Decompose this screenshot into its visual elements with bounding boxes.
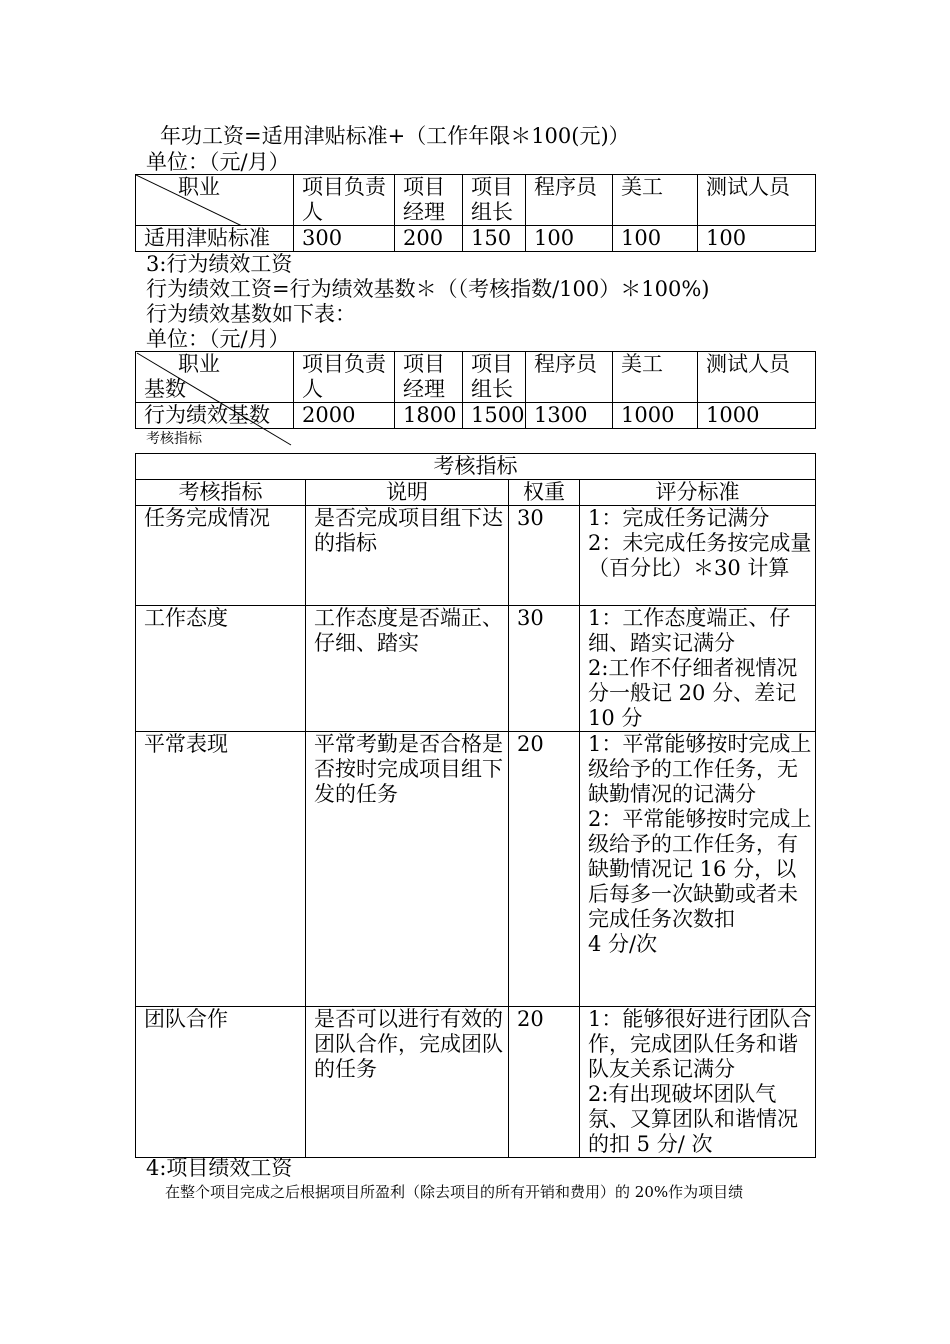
table-row xyxy=(136,1007,816,1158)
table-cell: 100 xyxy=(613,226,698,252)
column-header: 美工 xyxy=(613,175,698,226)
criteria-item: 2：平常能够按时完成上级给予的工作任务，有缺勤情况记 16 分，以后每多一次缺勤或者未完成任务次数扣 xyxy=(588,807,812,931)
table-cell: 100 xyxy=(698,226,816,252)
table-cell: 100 xyxy=(526,226,613,252)
table-cell: 1500 xyxy=(463,403,526,429)
column-header: 项目负责人 xyxy=(294,352,395,403)
table-cell: 1000 xyxy=(698,403,816,429)
unit-label-1: 单位：（元/月） xyxy=(146,150,290,174)
indicator-name: 平常表现 xyxy=(136,732,306,1007)
section3-formula: 行为绩效工资=行为绩效基数＊（（考核指数/100）＊100%) xyxy=(146,277,710,301)
column-header: 测试人员 xyxy=(698,352,816,403)
indicator-desc: 是否完成项目组下达的指标 xyxy=(306,506,509,606)
allowance-table xyxy=(135,174,816,252)
table-title: 考核指标 xyxy=(136,454,816,480)
row-label: 适用津贴标准 xyxy=(136,226,294,252)
section4-title: 4:项目绩效工资 xyxy=(146,1156,293,1180)
column-header: 项目负责人 xyxy=(294,175,395,226)
section3-note: 行为绩效基数如下表： xyxy=(146,302,356,326)
indicator-desc: 工作态度是否端正、仔细、踏实 xyxy=(306,606,509,732)
indicator-weight: 30 xyxy=(509,506,580,606)
indicator-criteria xyxy=(580,732,816,1007)
header-base-label: 基数 xyxy=(144,377,186,401)
indicator-weight: 20 xyxy=(509,732,580,1007)
section4-text: 在整个项目完成之后根据项目所盈利（除去项目的所有开销和费用）的 20%作为项目绩 xyxy=(165,1183,744,1201)
criteria-item: 1：工作态度端正、仔细、踏实记满分 xyxy=(588,606,791,655)
criteria-item: 2:工作不仔细者视情况分一般记 20 分、差记 10 分 xyxy=(588,656,798,730)
criteria-item: 1：完成任务记满分 xyxy=(588,506,770,530)
indicator-name: 工作态度 xyxy=(136,606,306,732)
header-role-label: 职业 xyxy=(178,352,220,376)
unit-label-2: 单位：（元/月） xyxy=(146,327,290,351)
table-cell: 1000 xyxy=(613,403,698,429)
row-label: 行为绩效基数 xyxy=(136,403,294,429)
year-wage-formula: 年功工资=适用津贴标准+（工作年限＊100(元)） xyxy=(160,124,630,148)
section3-title: 3:行为绩效工资 xyxy=(146,252,293,276)
table-cell: 200 xyxy=(395,226,463,252)
column-header: 考核指标 xyxy=(136,480,306,506)
indicator-name: 团队合作 xyxy=(136,1007,306,1158)
table-cell: 300 xyxy=(294,226,395,252)
criteria-item: 4 分/次 xyxy=(588,932,658,956)
header-role-label: 职业 xyxy=(178,175,220,199)
column-header: 项目经理 xyxy=(395,175,463,226)
table-row xyxy=(136,506,816,606)
criteria-item: 1：能够很好进行团队合作，完成团队任务和谐队友关系记满分 xyxy=(588,1007,812,1081)
indicator-desc: 是否可以进行有效的团队合作，完成团队的任务 xyxy=(306,1007,509,1158)
column-header: 项目经理 xyxy=(395,352,463,403)
column-header: 美工 xyxy=(613,352,698,403)
indicator-desc: 平常考勤是否合格是否按时完成项目组下发的任务 xyxy=(306,732,509,1007)
indicator-weight: 30 xyxy=(509,606,580,732)
criteria-item: 1：平常能够按时完成上级给予的工作任务，无缺勤情况的记满分 xyxy=(588,732,812,806)
indicator-criteria xyxy=(580,606,816,732)
criteria-item: 2：未完成任务按完成量（百分比）＊30 计算 xyxy=(588,531,812,580)
assessment-table xyxy=(135,453,816,1158)
caption-small: 考核指标 xyxy=(146,431,202,447)
column-header: 说明 xyxy=(306,480,509,506)
indicator-name: 任务完成情况 xyxy=(136,506,306,606)
table-row xyxy=(136,606,816,732)
table-row xyxy=(136,732,816,1007)
indicator-criteria xyxy=(580,1007,816,1158)
column-header: 项目组长 xyxy=(463,352,526,403)
diagonal-header-cell xyxy=(136,175,294,226)
table-cell: 2000 xyxy=(294,403,395,429)
table-cell: 150 xyxy=(463,226,526,252)
column-header: 程序员 xyxy=(526,352,613,403)
column-header: 程序员 xyxy=(526,175,613,226)
column-header: 测试人员 xyxy=(698,175,816,226)
indicator-weight: 20 xyxy=(509,1007,580,1158)
table-cell: 1300 xyxy=(526,403,613,429)
indicator-criteria xyxy=(580,506,816,606)
column-header: 权重 xyxy=(509,480,580,506)
criteria-item: 2:有出现破坏团队气氛、又算团队和谐情况的扣 5 分/ 次 xyxy=(588,1082,798,1156)
column-header: 评分标准 xyxy=(580,480,816,506)
column-header: 项目组长 xyxy=(463,175,526,226)
table-cell: 1800 xyxy=(395,403,463,429)
